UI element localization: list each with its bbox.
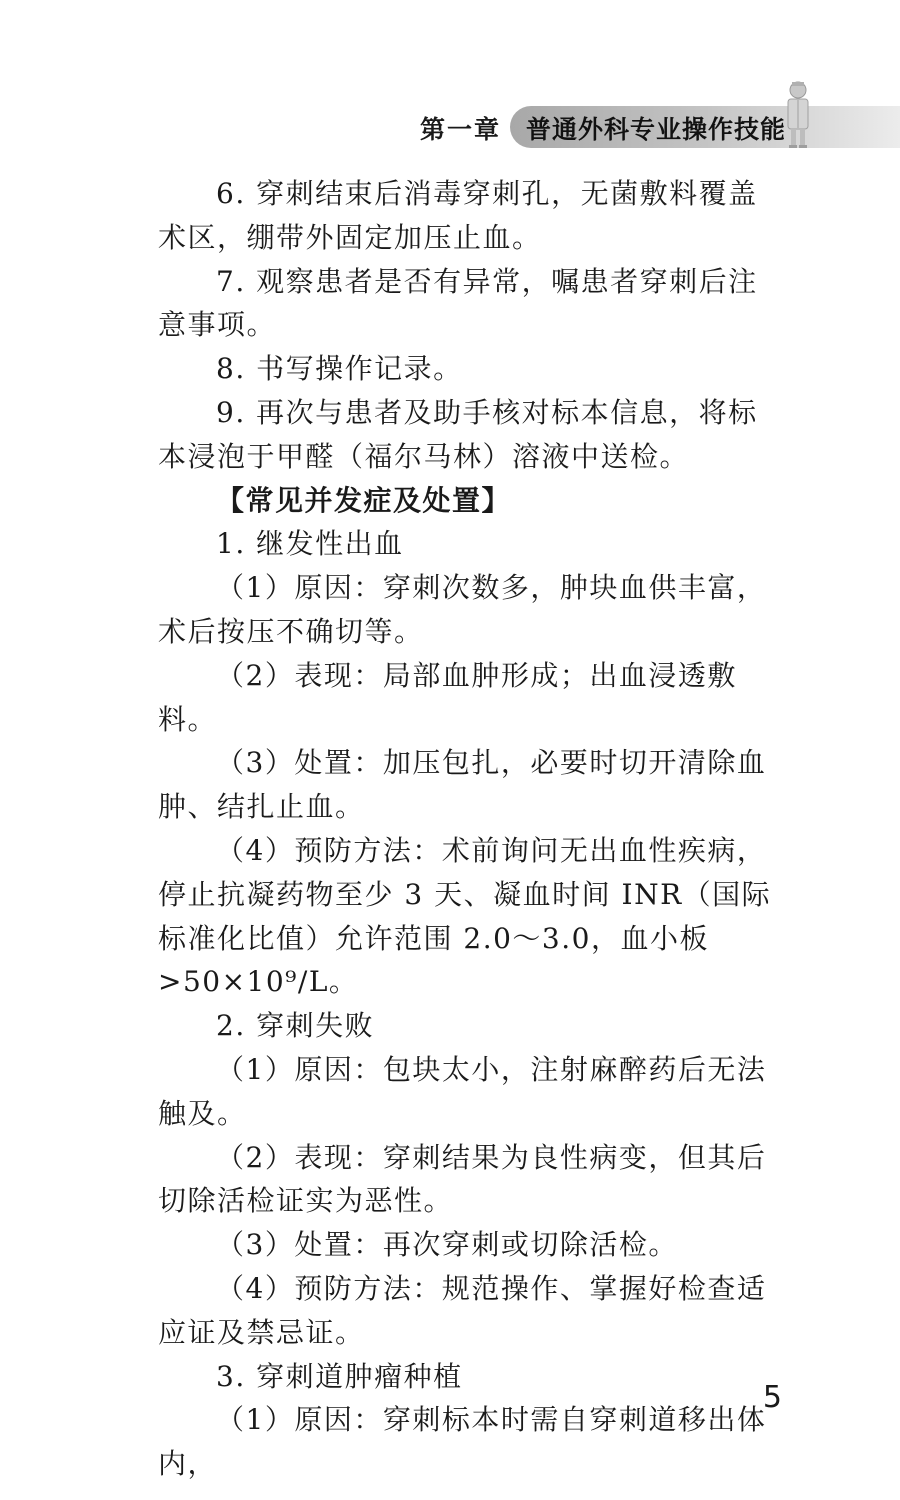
page-number: 5 <box>762 1380 782 1415</box>
complication-1-treatment: （3）处置：加压包扎，必要时切开清除血肿、结扎止血。 <box>158 746 767 824</box>
complication-2-prevention: （4）预防方法：规范操作、掌握好检查适应证及禁忌证。 <box>158 1271 767 1349</box>
complication-2-cause: （1）原因：包块太小，注射麻醉药后无法触及。 <box>158 1052 767 1130</box>
doctor-figure-icon <box>780 78 816 150</box>
complication-1-cause: （1）原因：穿刺次数多，肿块血供丰富，术后按压不确切等。 <box>158 571 767 648</box>
body-text <box>158 172 778 1486</box>
running-header <box>0 0 900 160</box>
step-8: 8. 书写操作记录。 <box>216 352 463 386</box>
chapter-label: 第一章 <box>420 115 502 144</box>
complication-3-title: 3. 穿刺道肿瘤种植 <box>216 1359 463 1393</box>
complication-1-title: 1. 继发性出血 <box>216 527 404 561</box>
complication-2-manifestation: （2）表现：穿刺结果为良性病变，但其后切除活检证实为恶性。 <box>158 1140 767 1218</box>
complication-2-treatment: （3）处置：再次穿刺或切除活检。 <box>216 1228 678 1262</box>
complication-1-manifestation: （2）表现：局部血肿形成；出血浸透敷料。 <box>158 658 737 736</box>
chapter-title: 普通外科专业操作技能 <box>526 115 787 144</box>
step-7: 7. 观察患者是否有异常，嘱患者穿刺后注意事项。 <box>158 264 758 342</box>
complication-3-cause: （1）原因：穿刺标本时需自穿刺道移出体内， <box>158 1403 767 1481</box>
step-6: 6. 穿刺结束后消毒穿刺孔，无菌敷料覆盖术区，绷带外固定加压止血。 <box>158 177 758 254</box>
step-9: 9. 再次与患者及助手核对标本信息，将标本浸泡于甲醛（福尔马林）溶液中送检。 <box>158 395 758 473</box>
complication-2-title: 2. 穿刺失败 <box>216 1009 375 1043</box>
complication-1-prevention: （4）预防方法：术前询问无出血性疾病，停止抗凝药物至少 3 天、凝血时间 INR（国际标准化比值）允许范围 2.0～3.0，血小板>50×10⁹/L。 <box>158 833 772 999</box>
section-heading: 【常见并发症及处置】 <box>216 483 512 517</box>
